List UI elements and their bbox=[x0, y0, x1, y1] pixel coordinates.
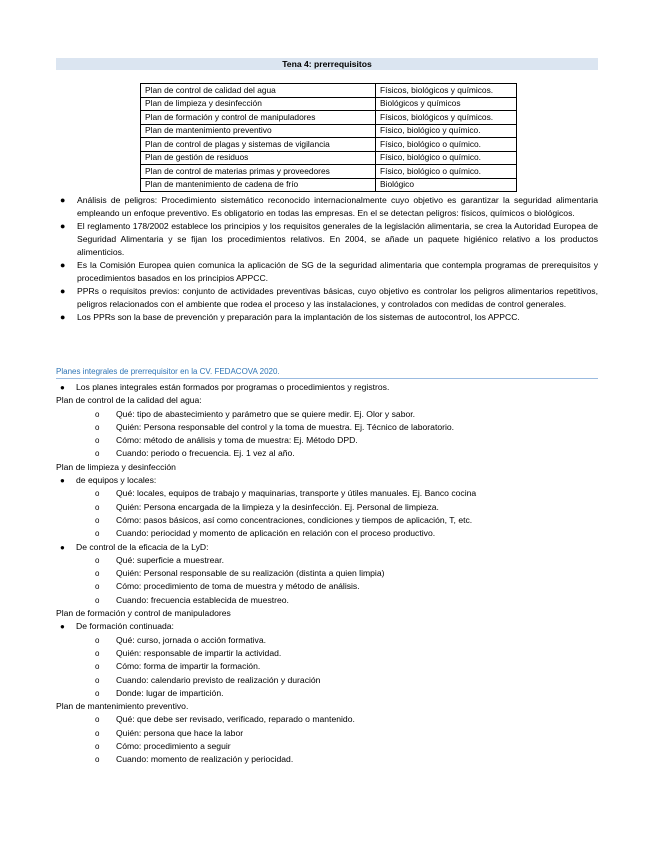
bullet-text: Los PPRs son la base de prevención y preparación para la implantación de los sistemas de autocontrol, los APPCC. bbox=[77, 312, 520, 322]
bullet-icon: ● bbox=[60, 260, 66, 270]
hazard-cell: Físico, biológico o químico. bbox=[376, 165, 517, 179]
table-row bbox=[141, 111, 517, 125]
circle-bullet-icon: o bbox=[95, 515, 100, 525]
list-item bbox=[56, 647, 598, 660]
list-item bbox=[56, 713, 598, 726]
plan-cell: Plan de formación y control de manipuladores bbox=[141, 111, 376, 125]
line-text: Plan de control de la calidad del agua: bbox=[56, 395, 202, 406]
list-item bbox=[56, 421, 598, 434]
bullet-text: El reglamento 178/2002 establece los principios y los requisitos generales de la legislación alimentaria, se crea la Autoridad Europea de Seguridad Alimentaria y se fijan los procedimientos relativos. En 2004, se añade un paquete higiénico relativo a los productos alimenticios. bbox=[77, 221, 598, 257]
hazard-cell: Físicos, biológicos y químicos. bbox=[376, 111, 517, 125]
list-item bbox=[56, 554, 598, 567]
plan-cell: Plan de mantenimiento preventivo bbox=[141, 124, 376, 138]
circle-bullet-icon: o bbox=[95, 742, 100, 752]
page-title: Tena 4: prerrequisitos bbox=[56, 58, 598, 70]
bullet-item bbox=[60, 220, 598, 259]
line-text: Donde: lugar de impartición. bbox=[116, 687, 224, 698]
list-item bbox=[56, 487, 598, 500]
circle-bullet-icon: o bbox=[95, 715, 100, 725]
list-item bbox=[56, 567, 598, 580]
circle-bullet-icon: o bbox=[95, 569, 100, 579]
plan-cell: Plan de control de calidad del agua bbox=[141, 84, 376, 98]
bullet-icon: ● bbox=[60, 195, 66, 205]
list-item bbox=[56, 434, 598, 447]
line-text: Quién: responsable de impartir la actividad. bbox=[116, 647, 282, 658]
hazard-cell: Físico, biológico o químico. bbox=[376, 138, 517, 152]
hazard-cell: Biológico bbox=[376, 178, 517, 192]
hazard-cell: Físico, biológico o químico. bbox=[376, 151, 517, 165]
bullet-icon: ● bbox=[60, 286, 66, 296]
list-item bbox=[56, 740, 598, 753]
bullet-text: Es la Comisión Europea quien comunica la aplicación de SG de la seguridad alimentaria que contempla programas de prerequisitos y procedimientos basados en los principios APPCC. bbox=[77, 260, 598, 283]
plan-cell: Plan de control de materias primas y proveedores bbox=[141, 165, 376, 179]
table-row bbox=[141, 97, 517, 111]
table-row bbox=[141, 138, 517, 152]
line-text: Quién: Persona responsable del control y la toma de muestra. Ej. Técnico de laboratorio. bbox=[116, 421, 455, 432]
line-text: Los planes integrales están formados por programas o procedimientos y registros. bbox=[76, 382, 390, 392]
bullet-text: Análisis de peligros: Procedimiento sistemático reconocido internacionalmente cuyo objetivo es garantizar la seguridad alimentaria empleando un enfoque preventivo. Es obligatorio en todas las empresas. En el se detectan peligros: físicos, químicos o biológicos. bbox=[77, 195, 598, 218]
circle-bullet-icon: o bbox=[95, 582, 100, 592]
plan-cell: Plan de gestión de residuos bbox=[141, 151, 376, 165]
list-item bbox=[56, 634, 598, 647]
line-text: De control de la eficacia de la LyD: bbox=[76, 541, 209, 552]
line-text: Cómo: procedimiento de toma de muestra y método de análisis. bbox=[116, 581, 360, 592]
circle-bullet-icon: o bbox=[95, 555, 100, 565]
circle-bullet-icon: o bbox=[95, 502, 100, 512]
bullet-item bbox=[60, 311, 598, 324]
circle-bullet-icon: o bbox=[95, 635, 100, 645]
list-item bbox=[56, 527, 598, 540]
list-item bbox=[56, 674, 598, 687]
line-text: Cómo: procedimiento a seguir bbox=[116, 741, 231, 752]
bullet-list bbox=[60, 194, 598, 324]
line-text: Quién: persona que hace la labor bbox=[116, 727, 244, 738]
line-text: Cómo: forma de impartir la formación. bbox=[116, 661, 261, 672]
bullet-icon: ● bbox=[60, 312, 66, 322]
line-text: Qué: superficie a muestrear. bbox=[116, 554, 224, 565]
table-row bbox=[141, 178, 517, 192]
list-item bbox=[56, 474, 598, 487]
hazard-cell: Físico, biológico y químico. bbox=[376, 124, 517, 138]
circle-bullet-icon: o bbox=[95, 755, 100, 765]
circle-bullet-icon: o bbox=[95, 662, 100, 672]
plan-cell: Plan de control de plagas y sistemas de vigilancia bbox=[141, 138, 376, 152]
circle-bullet-icon: o bbox=[95, 688, 100, 698]
circle-bullet-icon: o bbox=[95, 648, 100, 658]
bullet-icon: ● bbox=[60, 221, 66, 231]
list-item bbox=[56, 580, 598, 593]
list-item bbox=[56, 753, 598, 766]
line-text: Qué: locales, equipos de trabajo y maquinarias, transporte y útiles manuales. Ej. Banco cocina bbox=[116, 488, 477, 499]
bullet-icon: ● bbox=[60, 383, 65, 392]
line-text: Quién: Personal responsable de su realización (distinta a quien limpia) bbox=[116, 568, 385, 579]
section-heading: Planes integrales de prerrequisitor en la CV. FEDACOVA 2020. bbox=[56, 366, 598, 379]
hazard-cell: Físicos, biológicos y químicos. bbox=[376, 84, 517, 98]
plan-heading bbox=[56, 394, 598, 407]
plan-heading bbox=[56, 700, 598, 713]
circle-bullet-icon: o bbox=[95, 449, 100, 459]
plan-cell: Plan de limpieza y desinfección bbox=[141, 97, 376, 111]
list-item bbox=[56, 514, 598, 527]
bullet-item bbox=[60, 285, 598, 311]
list-item bbox=[56, 687, 598, 700]
circle-bullet-icon: o bbox=[95, 675, 100, 685]
bullet-icon: ● bbox=[60, 622, 65, 632]
line-text: Plan de mantenimiento preventivo. bbox=[56, 701, 189, 712]
list-item bbox=[56, 447, 598, 460]
line-text: Cuando: momento de realización y periocidad. bbox=[116, 754, 294, 765]
line-text: Cuando: periocidad y momento de aplicación en relación con el proceso productivo. bbox=[116, 528, 436, 539]
line-text: Cómo: método de análisis y toma de muestra: Ej. Método DPD. bbox=[116, 435, 358, 446]
table-row bbox=[141, 151, 517, 165]
circle-bullet-icon: o bbox=[95, 409, 100, 419]
circle-bullet-icon: o bbox=[95, 436, 100, 446]
circle-bullet-icon: o bbox=[95, 728, 100, 738]
hazard-cell: Biológicos y químicos bbox=[376, 97, 517, 111]
plan-cell: Plan de mantenimiento de cadena de frío bbox=[141, 178, 376, 192]
line-text: Plan de limpieza y desinfección bbox=[56, 461, 176, 472]
list-item bbox=[56, 660, 598, 673]
line-text: Qué: tipo de abastecimiento y parámetro que se quiere medir. Ej. Olor y sabor. bbox=[116, 408, 416, 419]
bullet-icon: ● bbox=[60, 476, 65, 486]
bullet-item bbox=[60, 194, 598, 220]
line-text: De formación continuada: bbox=[76, 621, 174, 632]
line-text: Qué: curso, jornada o acción formativa. bbox=[116, 634, 266, 645]
line-text: de equipos y locales: bbox=[76, 475, 157, 486]
bullet-icon: ● bbox=[60, 542, 65, 552]
table-row bbox=[141, 165, 517, 179]
circle-bullet-icon: o bbox=[95, 595, 100, 605]
plan-heading bbox=[56, 607, 598, 620]
list-item bbox=[56, 620, 598, 633]
table-row bbox=[141, 124, 517, 138]
list-item bbox=[56, 541, 598, 554]
line-text: Cuando: calendario previsto de realización y duración bbox=[116, 674, 321, 685]
plans-outline bbox=[56, 381, 598, 767]
line-text: Cómo: pasos básicos, así como concentraciones, condiciones y tiempos de aplicación, T, etc. bbox=[116, 514, 473, 525]
circle-bullet-icon: o bbox=[95, 422, 100, 432]
line-text: Cuando: periodo o frecuencia. Ej. 1 vez al año. bbox=[116, 448, 295, 459]
table-row bbox=[141, 84, 517, 98]
list-item bbox=[56, 381, 598, 394]
line-text: Cuando: frecuencia establecida de muestreo. bbox=[116, 594, 289, 605]
plan-heading bbox=[56, 461, 598, 474]
bullet-text: PPRs o requisitos previos: conjunto de actividades preventivas básicas, cuyo objetivo es controlar los peligros alimentarios repetitivos, peligros relacionados con el ambiente que rodea el proceso y las instalaciones, y controlados con medidas de control generales. bbox=[77, 286, 598, 309]
circle-bullet-icon: o bbox=[95, 489, 100, 499]
line-text: Qué: que debe ser revisado, verificado, reparado o mantenido. bbox=[116, 714, 355, 725]
prerequisites-table bbox=[140, 83, 517, 192]
line-text: Quién: Persona encargada de la limpieza y la desinfección. Ej. Personal de limpieza. bbox=[116, 501, 439, 512]
list-item bbox=[56, 408, 598, 421]
bullet-item bbox=[60, 259, 598, 285]
circle-bullet-icon: o bbox=[95, 529, 100, 539]
list-item bbox=[56, 594, 598, 607]
list-item bbox=[56, 501, 598, 514]
line-text: Plan de formación y control de manipuladores bbox=[56, 608, 231, 619]
list-item bbox=[56, 727, 598, 740]
